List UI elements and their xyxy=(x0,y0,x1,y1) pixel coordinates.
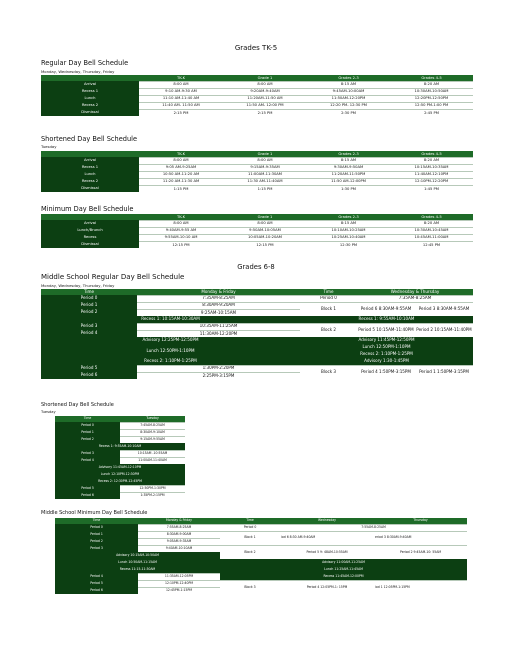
ms-shortened-table xyxy=(55,416,185,499)
table-header-row: Time Monday & Friday Time Wednesday & Thursday xyxy=(41,289,473,295)
table-row: Lunch 11:10 AM-11:40 AM 11:20AM-11:50 AM 11:50AM-12:20PM 12:20PM-12:50PM xyxy=(41,95,473,102)
table-header-row: Time Monday & Friday Time Wednesday Thursday xyxy=(55,518,467,524)
table-row: Period 2 9:05AM-9:35AM xyxy=(55,538,467,545)
table-row: Recess 1 9:05 AM-9:25AM 9:15AM-9:35AM 9:30AM-9:50AM 10:15AM-10:35AM xyxy=(41,164,473,171)
table-row: Period 3 10:35AM-11:25AM Block 2 Period 5 10:15AM-11:40PM Period 2 10:15AM-11:40PM xyxy=(41,323,473,330)
table-row: Recess 2: 1:10PM-1:25PM xyxy=(41,351,473,358)
table-row: Recess 1 9:10 AM-9:30 AM 9:20AM-9:40AM 9:45AM-10:00AM 10:30AM-10:50AM xyxy=(41,88,473,95)
table-row: Dismissal 2:15 PM 2:15 PM 2:30 PM 2:45 PM xyxy=(41,109,473,116)
table-row: Lunch 12:50PM-1:10PM Lunch 12:50PM-1:10PM xyxy=(41,344,473,351)
table-row: Recess 2: 1:10PM-1:25PM Advisory 1:30-1:45PM xyxy=(41,358,473,365)
table-row: Period 0 7:55AM-8:25AM Period 0 7:55AM-8:25AM xyxy=(55,524,467,531)
table-header-row: TK-K Grade 1 Grades 2-3 Grades 4-5 xyxy=(41,214,473,220)
table-row: Period 3 10:15AM -10:55AM xyxy=(55,450,185,457)
table-row: Period 0 7:35AM-8:25AM Period 0 7:35AM-8:25AM xyxy=(41,295,473,302)
table-row: Advisory 12:25PM-12:50PM Advisory 11:45PM-12:50PM xyxy=(41,337,473,344)
table-row: Period 4 11:00AM-11:40AM xyxy=(55,457,185,464)
table-row: Lunch 10:50 AM-11:20 AM 11:00AM-11:30AM 11:20AM-11:50PM 11:40AM-12:10PM xyxy=(41,171,473,178)
ms-regular-table xyxy=(41,289,473,379)
table-row: Lunch/Brunch 9:40AM-9:55 AM 9:50AM-10:05AM 10:10AM-10:25AM 10:30AM-10:45AM xyxy=(41,227,473,234)
table-row: Lunch 10:50AM-11:15AM Advisory 11:00AM-11:25AM xyxy=(55,559,467,566)
page-title-tk5: Grades TK-5 xyxy=(234,44,278,52)
regular-schedule-title: Regular Day Bell Schedule xyxy=(41,59,129,67)
table-header-row: TK-K Grade 1 Grades 2-3 Grades 4-5 xyxy=(41,151,473,157)
table-row: Period 1 8:30AM-9:10AM xyxy=(55,429,185,436)
table-row: Period 4 11:30AM-12:20PM xyxy=(41,330,473,337)
regular-schedule-table xyxy=(41,75,473,116)
table-row: Advisory 10:15AM-10:50AM xyxy=(55,552,467,559)
table-row: Period 6 2:25PM-3:15PM xyxy=(41,372,473,379)
table-row: Recess 2 11:40 AM- 11:50 AM 11:50 AM- 12:00 PM 12:20 PM- 12:30 PM 12:50 PM-1:00 PM xyxy=(41,102,473,109)
table-row: Period 3 9:40AM-10:10AM Block 2 Period 5 9: 48AM-10:55AM Period 2 9:45AM-10: 55AM xyxy=(55,545,467,552)
table-header-row: Time Tuesday xyxy=(55,416,185,422)
table-row: Period 6 1:35PM-2:15PM xyxy=(55,492,185,499)
shortened-schedule-title: Shortened Day Bell Schedule xyxy=(41,135,138,143)
table-row: Recess 9:55AM-10:10 AM 10:05AM-10:20AM 10:25AM-10:40AM 10:45AM-11:00AM xyxy=(41,234,473,241)
table-row: Period 5 12:10PM-12:40PM Block 3 Period 4 12:05PM-1: 15PM iod 1 12:05PM-1:15PM xyxy=(55,580,467,587)
shortened-schedule-days: Tuesday xyxy=(41,144,57,149)
table-row: Period 2 9:25AM-10:15AM xyxy=(41,309,473,316)
table-row: Dismissal 1:15 PM 1:15 PM 1:30 PM 1:45 PM xyxy=(41,185,473,192)
table-row: Recess 2 11:20 AM-11:30 AM 11:30 AM-11:40AM 11:50 AM-12:00PM 12:10PM-12:20PM xyxy=(41,178,473,185)
table-row: Dismissal 12:15 PM 12:15 PM 12:30 PM 12:45 PM xyxy=(41,241,473,248)
minimum-schedule-table xyxy=(41,214,473,248)
ms-regular-title: Middle School Regular Day Bell Schedule xyxy=(41,273,185,281)
shortened-schedule-table xyxy=(41,151,473,192)
table-row: Arrival 8:00 AM 8:00 AM 8:15 AM 8:20 AM xyxy=(41,157,473,164)
ms-shortened-days: Tuesday xyxy=(41,410,56,414)
ms-shortened-title: Shortened Day Bell Schedule xyxy=(41,402,114,408)
table-row: Advisory 11:45AM-12:10PM xyxy=(55,464,185,471)
ms-minimum-title: Middle School Minimum Day Bell Schedule xyxy=(41,510,148,516)
page-title-68: Grades 6-8 xyxy=(237,263,275,271)
table-row: Period 1 8:30AM-9:20AM Block 1 Period 6 8:30AM-9:55AM Period 3 8:30AM-9:55AM xyxy=(41,302,473,309)
table-row: Period 2 9:15AM-9:55AM xyxy=(55,436,185,443)
table-row: Recess 2: 12:30PM-12:45PM xyxy=(55,478,185,485)
table-row: Period 0 7:45AM-8:25AM xyxy=(55,422,185,429)
table-row: Period 1 8:30AM-9:00AM Block 1 iod 6 8:30 AM-9:40AM eriod 3 8:30AM-9:40AM xyxy=(55,531,467,538)
ms-minimum-table xyxy=(55,518,467,594)
table-row: Period 5 1:30PM-2:20PM Block 3 Period 4 1:50PM-3:15PM Period 1 1:50PM-3:15PM xyxy=(41,365,473,372)
table-row: Period 5 12:50PM-1:30PM xyxy=(55,485,185,492)
ms-regular-days: Monday, Wednesday, Thursday, Friday xyxy=(41,283,115,288)
regular-schedule-days: Monday, Wednesday, Thursday, Friday xyxy=(41,69,115,74)
minimum-schedule-title: Minimum Day Bell Schedule xyxy=(41,205,134,213)
table-row: Recess 1: 9:55AM-10:10AM xyxy=(55,443,185,450)
table-row: Recess 1: 10:15AM-10:30AM Recess 1: 9:55AM-10:10AM xyxy=(41,316,473,323)
table-row: Arrival 8:00 AM 8:00 AM 8:15 AM 8:20 AM xyxy=(41,220,473,227)
table-row: Recess 11:15-11:30AM Lunch 11:25AM-11:45AM xyxy=(55,566,467,573)
table-row: Arrival 8:00 AM 8:00 AM 8:15 AM 8:20 AM xyxy=(41,81,473,88)
table-header-row: TK-K Grade 1 Grades 2-3 Grades 4-5 xyxy=(41,75,473,81)
table-row: Period 6 12:45PM-1:15PM xyxy=(55,587,467,594)
table-row: Period 4 11:35AM-12:05PM Recess 11:45AM-12:00PM xyxy=(55,573,467,580)
table-row: Lunch 12:10PM-12:30PM xyxy=(55,471,185,478)
